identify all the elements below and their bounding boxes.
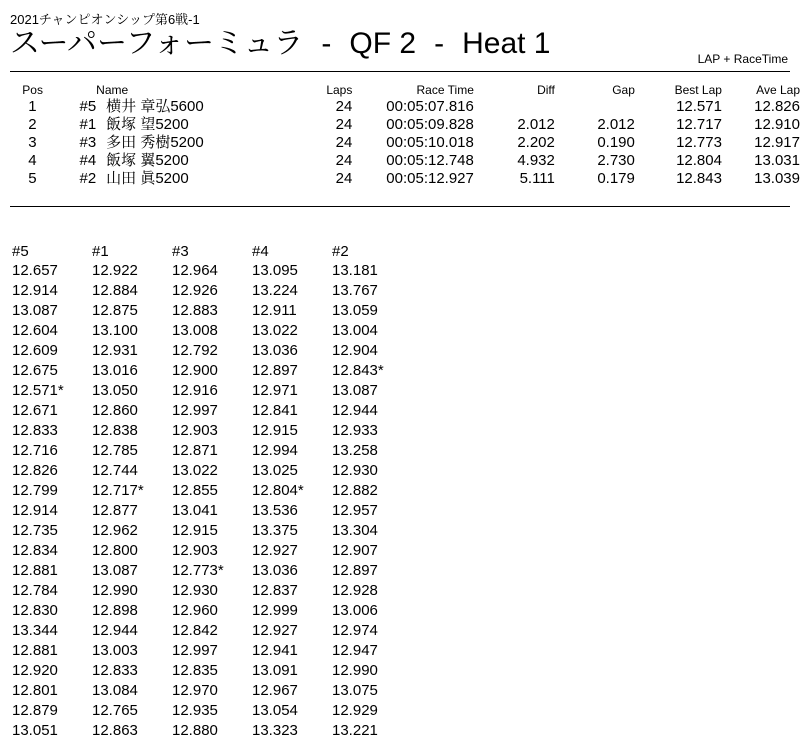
lap-row [0,721,400,741]
top-divider [10,71,790,72]
lap-time: 12.843* [332,362,384,379]
lap-time: 13.051 [12,722,58,739]
diff: 4.932 [517,152,555,169]
lap-time: 13.016 [92,362,138,379]
lap-time: 12.735 [12,522,58,539]
lap-time: 13.536 [252,502,298,519]
page-title [10,26,550,62]
col-gap: Gap [612,83,635,97]
lap-time: 12.904 [332,342,378,359]
diff: 2.012 [517,116,555,133]
laps: 24 [335,170,353,187]
lap-time: 13.050 [92,382,138,399]
lap-time: 12.970 [172,682,218,699]
title-separator: - [434,27,445,60]
lap-row [0,501,400,521]
lap-times-table [0,243,400,741]
lap-time: 12.881 [12,642,58,659]
lap-time: 12.609 [12,342,58,359]
lap-row [0,341,400,361]
ave-lap: 13.031 [754,152,800,169]
diff: 5.111 [519,170,555,187]
lap-time: 12.837 [252,582,298,599]
lap-time: 12.930 [332,462,378,479]
lap-time: 12.838 [92,422,138,439]
lap-header-row [0,243,400,261]
lap-col-header: #1 [92,243,109,260]
car-number: #5 [79,98,97,115]
lap-time: 12.826 [12,462,58,479]
lap-time: 12.928 [332,582,378,599]
lap-row [0,661,400,681]
lap-time: 13.091 [252,662,298,679]
lap-time: 13.767 [332,282,378,299]
lap-time: 12.944 [332,402,378,419]
lap-time: 12.926 [172,282,218,299]
lap-row [0,581,400,601]
lap-time: 12.994 [252,442,298,459]
lap-time: 12.957 [332,502,378,519]
lap-time: 13.006 [332,602,378,619]
lap-time: 13.075 [332,682,378,699]
lap-col-header: #3 [172,243,189,260]
title-session: QF 2 [349,27,417,60]
lap-row [0,381,400,401]
lap-time: 12.907 [332,542,378,559]
diff: 2.202 [517,134,555,151]
driver-name: 多田 秀樹5200 [106,134,204,151]
lap-row [0,481,400,501]
car-number: #3 [79,134,97,151]
lap-time: 13.025 [252,462,298,479]
driver-name: 横井 章弘5600 [106,98,204,115]
result-row [0,134,800,152]
lap-time: 12.927 [252,622,298,639]
best-lap: 12.717 [676,116,722,133]
lap-time: 12.877 [92,502,138,519]
race-time: 00:05:12.927 [386,170,474,187]
title-series: スーパーフォーミュラ [10,27,304,60]
lap-time: 12.916 [172,382,218,399]
lap-time: 13.100 [92,322,138,339]
lap-time: 12.944 [92,622,138,639]
laps: 24 [335,98,353,115]
lap-time: 12.911 [252,302,297,319]
lap-col-header: #5 [12,243,29,260]
lap-time: 12.792 [172,342,218,359]
lap-time: 12.903 [172,542,218,559]
ave-lap: 12.910 [754,116,800,133]
driver-name: 山田 眞5200 [106,170,189,187]
lap-row [0,561,400,581]
lap-time: 12.960 [172,602,218,619]
ave-lap: 12.826 [754,98,800,115]
lap-time: 12.990 [332,662,378,679]
lap-col-header: #2 [332,243,349,260]
laps: 24 [335,116,353,133]
driver-name: 飯塚 望5200 [106,116,189,133]
lap-row [0,421,400,441]
lap-time: 12.997 [172,402,218,419]
col-race-time: Race Time [416,83,474,97]
race-time: 00:05:09.828 [386,116,474,133]
lap-row [0,441,400,461]
lap-row [0,681,400,701]
lap-time: 13.084 [92,682,138,699]
lap-time: 12.920 [12,662,58,679]
result-row [0,98,800,116]
lap-time: 13.087 [332,382,378,399]
bottom-divider [10,206,790,207]
lap-time: 12.967 [252,682,298,699]
lap-time: 12.800 [92,542,138,559]
lap-time: 12.898 [92,602,138,619]
diff [474,98,555,116]
lap-time: 12.875 [92,302,138,319]
lap-row [0,601,400,621]
car-number: #2 [79,170,97,187]
best-lap: 12.843 [676,170,722,187]
best-lap: 12.773 [676,134,722,151]
col-best-lap: Best Lap [674,83,722,97]
col-diff: Diff [537,83,555,97]
title-heat: Heat 1 [462,27,551,60]
lap-time: 12.880 [172,722,218,739]
lap-time: 12.883 [172,302,218,319]
lap-time: 12.882 [332,482,378,499]
result-row [0,116,800,134]
report-type-label: LAP + RaceTime [697,52,788,66]
lap-time: 12.897 [332,562,378,579]
car-number: #1 [79,116,97,133]
lap-time: 12.863 [92,722,138,739]
lap-time: 12.999 [252,602,298,619]
laps: 24 [335,152,353,169]
driver-name: 飯塚 翼5200 [106,152,189,169]
pos: 2 [28,116,37,133]
lap-time: 13.323 [252,722,298,739]
lap-time: 13.008 [172,322,218,339]
laps: 24 [335,134,353,151]
lap-time: 12.671 [12,402,58,419]
lap-time: 12.927 [252,542,298,559]
car-number: #4 [79,152,97,169]
lap-time: 12.884 [92,282,138,299]
lap-row [0,521,400,541]
lap-time: 12.915 [172,522,218,539]
lap-time: 13.181 [332,262,378,279]
lap-time: 12.801 [12,682,58,699]
lap-time: 13.054 [252,702,298,719]
result-row [0,152,800,170]
lap-row [0,701,400,721]
lap-col-header: #4 [252,243,269,260]
lap-time: 13.003 [92,642,138,659]
lap-time: 12.835 [172,662,218,679]
lap-time: 12.929 [332,702,378,719]
lap-time: 12.974 [332,622,378,639]
lap-time: 12.914 [12,502,58,519]
lap-time: 12.604 [12,322,58,339]
lap-row [0,361,400,381]
pos: 3 [28,134,37,151]
lap-row [0,281,400,301]
gap: 0.190 [597,134,635,151]
lap-time: 12.881 [12,562,58,579]
lap-time: 13.059 [332,302,378,319]
race-time: 00:05:10.018 [386,134,474,151]
lap-time: 12.804* [252,482,304,499]
lap-time: 13.258 [332,442,378,459]
pos: 5 [28,170,37,187]
col-pos: Pos [22,83,43,97]
lap-time: 12.900 [172,362,218,379]
col-ave-lap: Ave Lap [756,83,800,97]
lap-time: 12.990 [92,582,138,599]
lap-time: 12.773* [172,562,224,579]
lap-time: 12.855 [172,482,218,499]
lap-time: 12.933 [332,422,378,439]
gap: 2.730 [597,152,635,169]
lap-row [0,301,400,321]
lap-time: 12.947 [332,642,378,659]
race-time: 00:05:07.816 [386,98,474,115]
lap-time: 13.344 [12,622,58,639]
lap-time: 12.903 [172,422,218,439]
lap-time: 13.022 [172,462,218,479]
lap-time: 12.860 [92,402,138,419]
lap-time: 13.041 [172,502,218,519]
lap-time: 12.914 [12,282,58,299]
lap-time: 13.036 [252,562,298,579]
lap-time: 12.675 [12,362,58,379]
best-lap: 12.571 [676,98,722,115]
pos: 1 [28,98,37,115]
lap-time: 12.765 [92,702,138,719]
lap-time: 13.304 [332,522,378,539]
gap [555,98,635,116]
gap: 2.012 [597,116,635,133]
lap-row [0,321,400,341]
lap-time: 12.930 [172,582,218,599]
gap: 0.179 [597,170,635,187]
lap-time: 13.036 [252,342,298,359]
lap-time: 12.717* [92,482,144,499]
lap-time: 12.931 [92,342,138,359]
pos: 4 [28,152,37,169]
lap-time: 12.785 [92,442,138,459]
lap-time: 13.095 [252,262,298,279]
lap-row [0,461,400,481]
lap-time: 13.004 [332,322,378,339]
lap-time: 12.657 [12,262,58,279]
lap-time: 13.221 [332,722,378,739]
lap-row [0,541,400,561]
lap-time: 12.842 [172,622,218,639]
lap-time: 12.833 [92,662,138,679]
lap-time: 12.897 [252,362,298,379]
result-row [0,170,800,188]
lap-time: 12.841 [252,402,298,419]
lap-time: 12.915 [252,422,298,439]
col-laps: Laps [326,83,353,97]
results-header-row [0,82,800,98]
lap-row [0,401,400,421]
lap-time: 13.375 [252,522,298,539]
lap-time: 12.935 [172,702,218,719]
lap-time: 12.744 [92,462,138,479]
lap-time: 12.971 [252,382,298,399]
title-separator: - [321,27,332,60]
lap-time: 13.022 [252,322,298,339]
lap-time: 13.087 [12,302,58,319]
lap-time: 12.784 [12,582,58,599]
subtitle: 2021チャンピオンシップ第6戦-1 [10,12,200,27]
lap-time: 12.571* [12,382,64,399]
best-lap: 12.804 [676,152,722,169]
col-name: Name [96,83,129,97]
lap-time: 12.871 [172,442,218,459]
lap-time: 12.879 [12,702,58,719]
lap-time: 12.941 [252,642,298,659]
lap-time: 12.962 [92,522,138,539]
race-time: 00:05:12.748 [386,152,474,169]
ave-lap: 13.039 [754,170,800,187]
lap-time: 12.834 [12,542,58,559]
results-table [0,82,800,188]
lap-time: 12.799 [12,482,58,499]
lap-row [0,261,400,281]
lap-time: 12.830 [12,602,58,619]
lap-time: 13.224 [252,282,298,299]
lap-time: 12.833 [12,422,58,439]
lap-row [0,621,400,641]
lap-time: 12.964 [172,262,218,279]
ave-lap: 12.917 [754,134,800,151]
lap-time: 12.922 [92,262,138,279]
lap-time: 12.716 [12,442,58,459]
lap-time: 12.997 [172,642,218,659]
lap-row [0,641,400,661]
lap-time: 13.087 [92,562,138,579]
